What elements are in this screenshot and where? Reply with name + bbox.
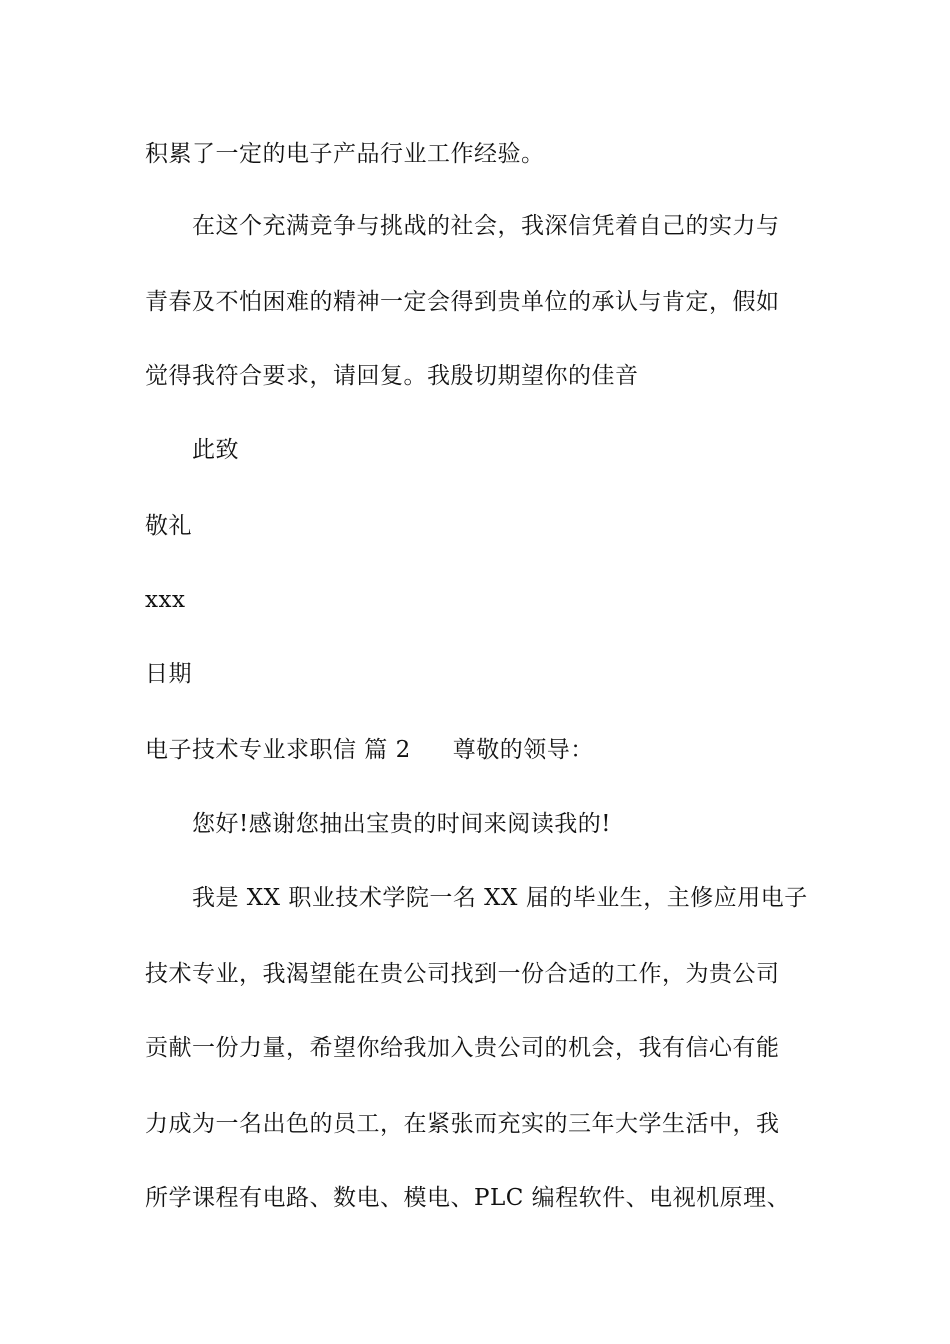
paragraph-line: 在这个充满竞争与挑战的社会，我深信凭着自己的实力与 — [192, 213, 780, 239]
section-heading-row — [145, 736, 594, 764]
closing-phrase: 此致 — [192, 437, 239, 463]
section-title: 电子技术专业求职信 篇 2 — [145, 737, 411, 763]
closing-salute: 敬礼 — [145, 513, 192, 539]
paragraph-line: 贡献一份力量，希望你给我加入贵公司的机会，我有信心有能 — [145, 1035, 780, 1061]
paragraph-line: 我是 XX 职业技术学院一名 XX 届的毕业生，主修应用电子 — [192, 885, 808, 911]
signature-name: xxx — [145, 587, 186, 613]
signature-date: 日期 — [145, 661, 192, 687]
salutation: 尊敬的领导： — [452, 737, 594, 763]
paragraph-line: 积累了一定的电子产品行业工作经验。 — [145, 141, 545, 167]
paragraph-line: 力成为一名出色的员工，在紧张而充实的三年大学生活中，我 — [145, 1111, 780, 1137]
paragraph-line: 所学课程有电路、数电、模电、PLC 编程软件、电视机原理、 — [145, 1185, 791, 1211]
paragraph-line: 觉得我符合要求，请回复。我殷切期望你的佳音 — [145, 363, 639, 389]
greeting-line: 您好!感谢您抽出宝贵的时间来阅读我的! — [192, 811, 611, 837]
paragraph-line: 青春及不怕困难的精神一定会得到贵单位的承认与肯定，假如 — [145, 289, 780, 315]
paragraph-line: 技术专业，我渴望能在贵公司找到一份合适的工作，为贵公司 — [145, 961, 780, 987]
